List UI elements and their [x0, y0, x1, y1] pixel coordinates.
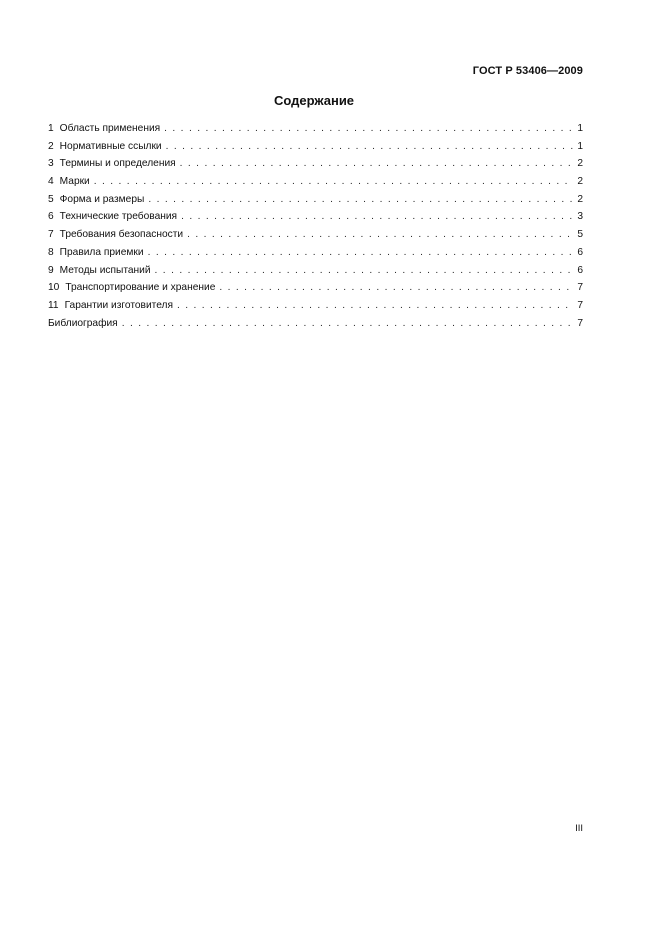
- toc-item-label: Термины и определения: [59, 158, 176, 170]
- toc-item-label-group: [48, 120, 160, 138]
- toc-item-number: 8: [48, 246, 54, 258]
- toc-item-number: 5: [48, 193, 54, 205]
- toc-item-number: 3: [48, 158, 54, 170]
- toc-dot-leader: [181, 208, 573, 226]
- toc-item-label-group: [48, 297, 173, 315]
- toc-item-label: Форма и размеры: [59, 193, 145, 205]
- toc-item-number: 7: [48, 229, 54, 241]
- toc-item-number: 10: [48, 282, 60, 294]
- toc-item-number: 6: [48, 211, 54, 223]
- toc-item-label-group: [48, 315, 118, 333]
- toc-item-label-group: [48, 155, 176, 173]
- toc-item-label-group: [48, 226, 183, 244]
- toc-item: [48, 244, 583, 262]
- toc-item: [48, 208, 583, 226]
- toc-item-number: 1: [48, 123, 54, 134]
- toc-item-page: 3: [577, 211, 583, 223]
- toc-dot-leader: [155, 262, 573, 280]
- toc-dot-leader: [148, 244, 573, 262]
- toc-item-page: 7: [577, 299, 583, 311]
- toc-item-label: Правила приемки: [59, 246, 144, 258]
- toc-item-label-group: [48, 173, 90, 191]
- toc-item-label-group: [48, 208, 177, 226]
- toc-item-label-group: [48, 262, 151, 280]
- toc-item-label: Требования безопасности: [59, 229, 184, 241]
- toc-dot-leader: [177, 297, 573, 315]
- toc-item-page: 2: [577, 193, 583, 205]
- toc-dot-leader: [148, 191, 573, 209]
- toc-item-number: 11: [48, 299, 59, 311]
- table-of-contents: [48, 120, 583, 332]
- toc-dot-leader: [187, 226, 573, 244]
- toc-item: [48, 120, 583, 138]
- toc-item-page: 5: [577, 229, 583, 241]
- toc-item-page: 1: [577, 123, 583, 134]
- toc-item-label-group: [48, 138, 162, 156]
- toc-item-label: Марки: [59, 176, 90, 188]
- toc-item-label: Нормативные ссылки: [59, 140, 162, 152]
- toc-item-label-group: [48, 279, 215, 297]
- toc-item-label: Гарантии изготовителя: [64, 299, 173, 311]
- toc-item-label: Библиография: [48, 317, 118, 329]
- toc-item-number: 2: [48, 140, 54, 152]
- toc-item-label: Транспортирование и хранение: [65, 282, 216, 294]
- toc-dot-leader: [180, 155, 573, 173]
- toc-item: [48, 173, 583, 191]
- toc-item-bibliography: [48, 315, 583, 333]
- toc-item-page: 7: [577, 317, 583, 329]
- document-code: ГОСТ Р 53406—2009: [472, 65, 583, 77]
- page-number: III: [575, 823, 583, 834]
- toc-item-label: Область применения: [59, 123, 161, 134]
- toc-dot-leader: [219, 279, 573, 297]
- toc-dot-leader: [122, 315, 573, 333]
- toc-item: [48, 155, 583, 173]
- toc-item-page: 6: [577, 264, 583, 276]
- toc-item-label-group: [48, 191, 144, 209]
- toc-item: [48, 262, 583, 280]
- toc-item: [48, 191, 583, 209]
- toc-item: [48, 226, 583, 244]
- toc-item: [48, 279, 583, 297]
- toc-item-page: 2: [577, 158, 583, 170]
- toc-item-label: Технические требования: [59, 211, 178, 223]
- toc-dot-leader: [94, 173, 573, 191]
- toc-title: Содержание: [273, 93, 355, 108]
- toc-item: [48, 138, 583, 156]
- toc-item-label-group: [48, 244, 144, 262]
- toc-item-label: Методы испытаний: [59, 264, 151, 276]
- toc-item-page: 1: [577, 140, 583, 152]
- toc-item-page: 7: [577, 282, 583, 294]
- toc-dot-leader: [166, 138, 573, 156]
- toc-dot-leader: [164, 120, 573, 138]
- toc-item-number: 9: [48, 264, 54, 276]
- toc-item-page: 6: [577, 246, 583, 258]
- toc-item-page: 2: [577, 176, 583, 188]
- toc-item-number: 4: [48, 176, 54, 188]
- toc-item: [48, 297, 583, 315]
